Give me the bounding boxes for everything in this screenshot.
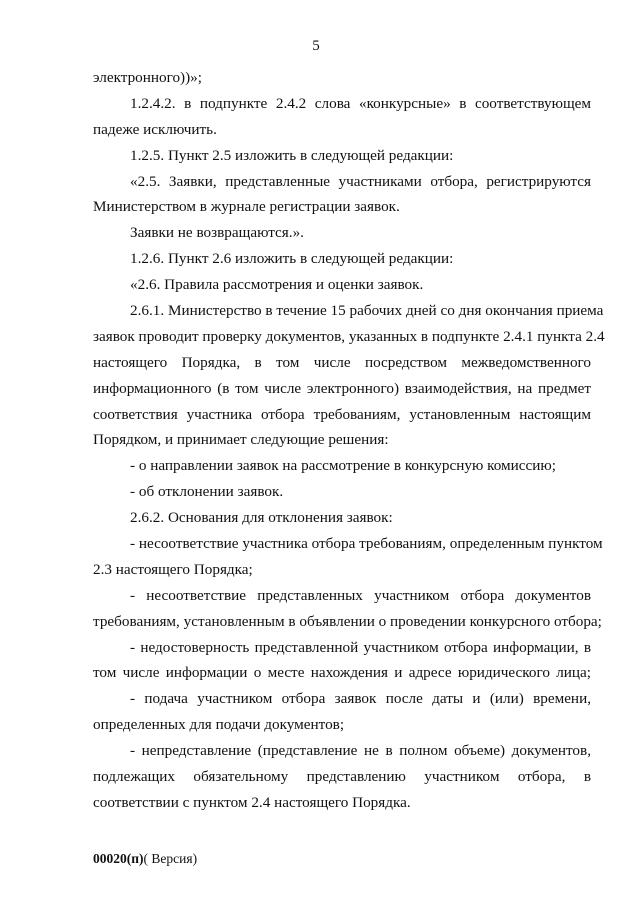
text-line: информационного (в том числе электронного) взаимодействия, на предмет — [93, 379, 591, 397]
page-number: 5 — [312, 38, 320, 54]
text-line: настоящего Порядка, в том числе посредством межведомственного — [93, 353, 591, 371]
text-line: 1.2.4.2. в подпункте 2.4.2 слова «конкурсные» в соответствующем — [130, 94, 591, 112]
document-code: 00020(п) — [93, 851, 144, 866]
text-line: 2.6.1. Министерство в течение 15 рабочих дней со дня окончания приема — [130, 302, 604, 320]
text-line: 1.2.5. Пункт 2.5 изложить в следующей редакции: — [130, 146, 454, 164]
text-line: требованиям, установленным в объявлении о проведении конкурсного отбора; — [93, 612, 602, 630]
text-line: 2.3 настоящего Порядка; — [93, 560, 253, 578]
document-footer — [93, 851, 197, 867]
text-line: - недостоверность представленной участником отбора информации, в — [130, 638, 591, 656]
text-line: - подача участником отбора заявок после даты и (или) времени, — [130, 690, 591, 708]
text-line: соответствия участника отбора требованиям, установленным настоящим — [93, 405, 591, 423]
text-line: определенных для подачи документов; — [93, 716, 345, 734]
text-line: соответствии с пунктом 2.4 настоящего Порядка. — [93, 793, 411, 811]
text-line: 1.2.6. Пункт 2.6 изложить в следующей редакции: — [130, 250, 454, 268]
text-line: Порядком, и принимает следующие решения: — [93, 431, 389, 449]
text-line: 2.6.2. Основания для отклонения заявок: — [130, 509, 393, 527]
text-line: подлежащих обязательному представлению участником отбора, в — [93, 768, 591, 786]
text-line: - о направлении заявок на рассмотрение в конкурсную комиссию; — [130, 457, 556, 475]
text-line: - несоответствие участника отбора требованиям, определенным пунктом — [130, 535, 603, 553]
text-line: том числе информации о месте нахождения и адресе юридического лица; — [93, 664, 591, 682]
text-line: «2.5. Заявки, представленные участниками отбора, регистрируются — [130, 172, 591, 190]
text-line: - несоответствие представленных участником отбора документов — [130, 586, 591, 604]
text-line: Министерством в журнале регистрации заявок. — [93, 198, 400, 216]
text-line: - непредставление (представление не в полном объеме) документов, — [130, 742, 591, 760]
text-line: - об отклонении заявок. — [130, 483, 284, 501]
text-line: падеже исключить. — [93, 120, 217, 138]
document-body — [93, 65, 605, 816]
text-line: Заявки не возвращаются.». — [130, 224, 304, 242]
text-line: «2.6. Правила рассмотрения и оценки заявок. — [130, 276, 424, 294]
document-version: ( Версия) — [143, 851, 198, 866]
text-line: электронного))»; — [93, 69, 202, 86]
text-line: заявок проводит проверку документов, указанных в подпункте 2.4.1 пункта 2.4 — [93, 327, 605, 345]
